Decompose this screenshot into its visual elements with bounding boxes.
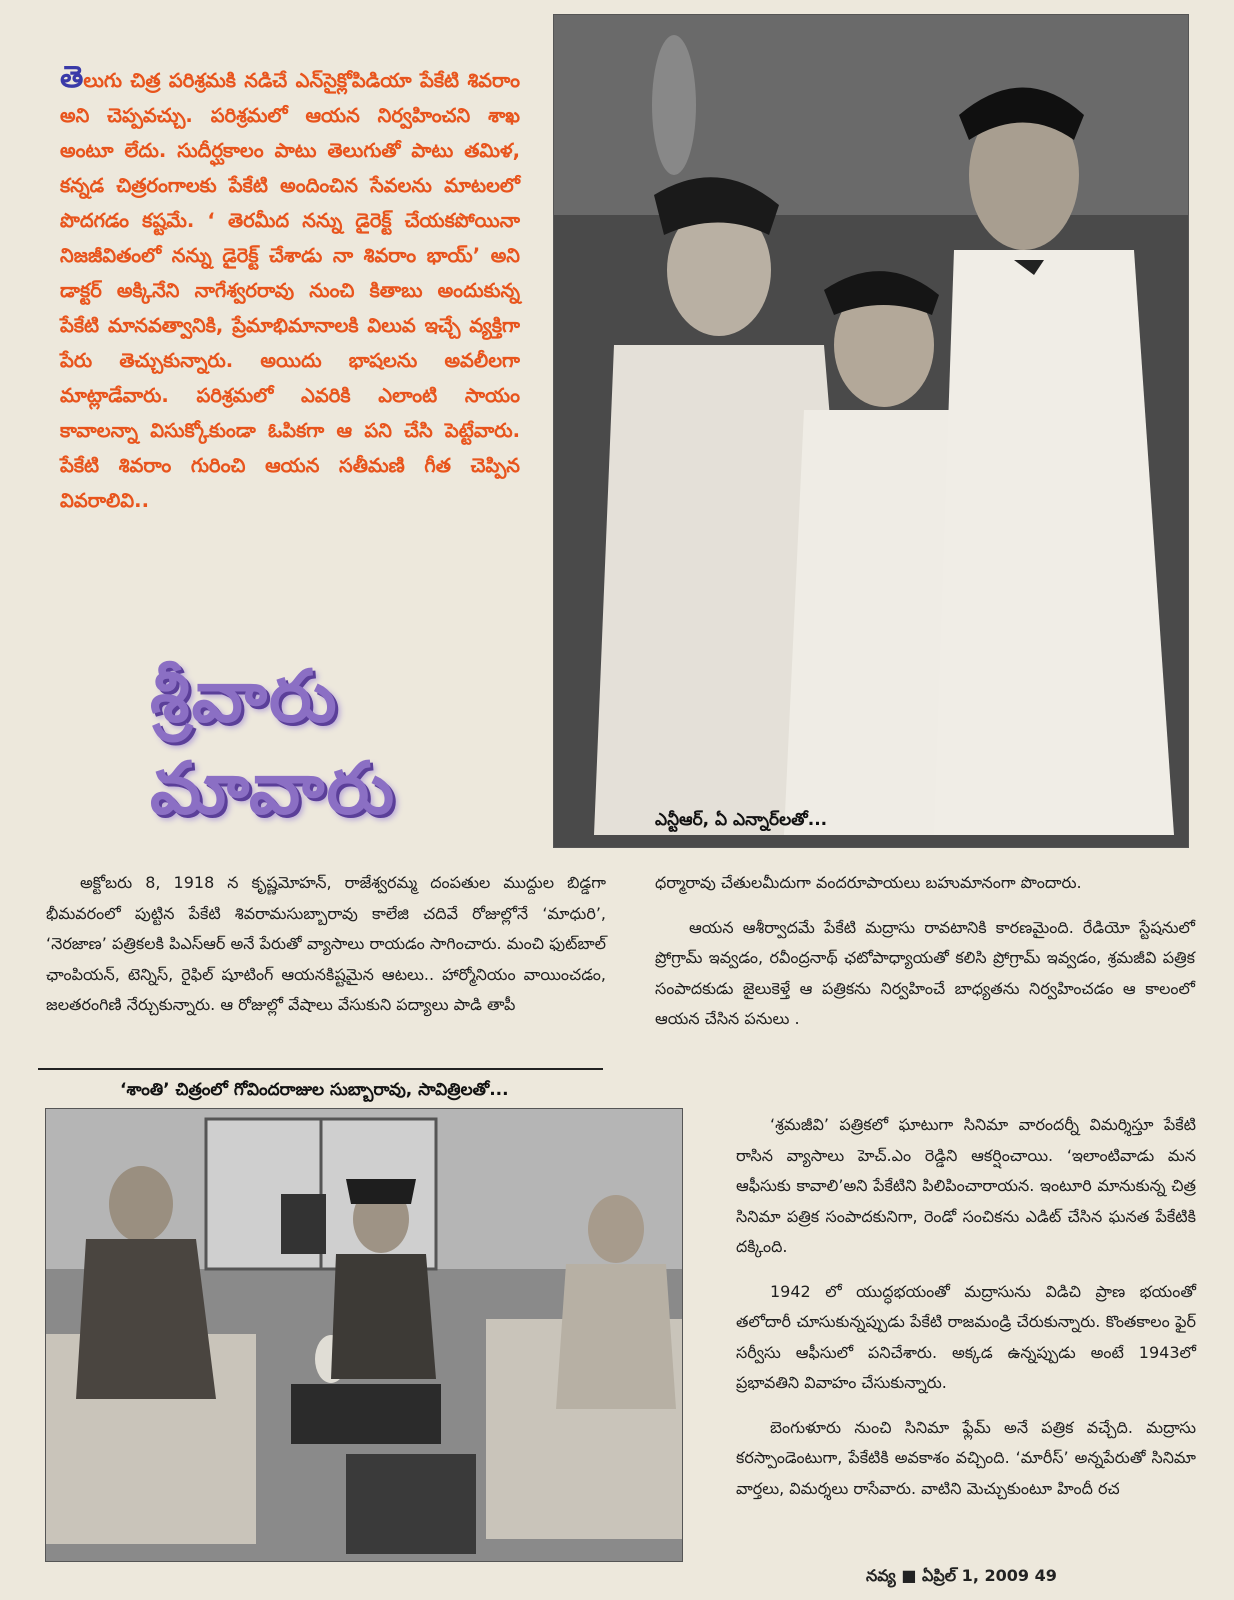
photo-figures: [554, 15, 1188, 847]
body-paragraph: ధర్మారావు చేతులమీదుగా వందరూపాయలు బహుమానంగా పొందారు.: [655, 873, 1082, 892]
caption-divider: [38, 1068, 603, 1070]
photo-ntr-anr: [553, 14, 1189, 848]
body-column-right-top: [655, 868, 1195, 1049]
photo-scene: [46, 1109, 682, 1561]
intro-paragraph: [60, 60, 520, 518]
body-column-left: [46, 868, 606, 1035]
page-footer: నవ్య ■ ఏప్రిల్ 1, 2009 49: [866, 1566, 1057, 1585]
article-title: [150, 650, 450, 834]
photo-bottom-caption: ‘శాంతి’ చిత్రంలో గోవిందరాజుల సుబ్బారావు, సావిత్రిలతో...: [120, 1080, 509, 1100]
body-paragraph: 1942 లో యుద్ధభయంతో మద్రాసును విడిచి ప్రాణ భయంతో తలోదారీ చూసుకున్నప్పుడు పేకేటి రాజమండ్రి చేరుకున్నారు. కొంతకాలం ఫైర్ సర్వీసు ఆఫీసులో పనిచేశారు. అక్కడ ఉన్నప్పుడు అంటే 1943లో ప్రభావతిని వివాహం చేసుకున్నారు.: [736, 1281, 1196, 1392]
title-line-1: శ్రీవారు: [150, 654, 339, 738]
photo-top-caption: ఎన్టీఆర్, ఏ ఎన్నార్‌లతో...: [655, 810, 828, 830]
body-paragraph: బెంగుళూరు నుంచి సినిమా ఫ్లేమ్ అనే పత్రిక వచ్చేది. మద్రాసు కరస్పాండెంటుగా, పేకేటికి అవకాశం వచ్చింది. ‘మారీస్’ అన్నపేరుతో సినిమా వార్తలు, విమర్శలు రాసేవారు. వాటిని మెచ్చుకుంటూ హిందీ రచ: [736, 1417, 1196, 1498]
body-column-right-bottom: [736, 1110, 1196, 1518]
body-paragraph: అక్టోబరు 8, 1918 న కృష్ణమోహన్, రాజేశ్వరమ్మ దంపతుల ముద్దుల బిడ్డగా భీమవరంలో పుట్టిన పేకేటి శివరామసుబ్బారావు కాలేజి చదివే రోజుల్లోనే ‘మాధురి’, ‘నెరజాణ’ పత్రికలకి పిఎస్‌ఆర్ అనే పేరుతో వ్యాసాలు రాయడం సాగించారు. మంచి ఫుట్‌బాల్ ఛాంపియన్, టెన్నిస్, రైఫిల్ షూటింగ్ ఆయనకిష్టమైన ఆటలు.. హార్మోనియం వాయించడం, జలతరంగిణి నేర్చుకున్నారు. ఆ రోజుల్లో వేషాలు వేసుకుని పద్యాలు పాడి తాపీ: [46, 873, 606, 1014]
photo-shanthi-still: [45, 1108, 683, 1562]
intro-text: లుగు చిత్ర పరిశ్రమకి నడిచే ఎన్‌సైక్లోపిడియా పేకేటి శివరాం అని చెప్పవచ్చు. పరిశ్రమలో ఆయన నిర్వహించని శాఖ అంటూ లేదు. సుదీర్ఘకాలం పాటు తెలుగుతో పాటు తమిళ, కన్నడ చిత్రరంగాలకు పేకేటి అందించిన సేవలను మాటలలో పొదగడం కష్టమే. ‘ తెరమీద నన్ను డైరెక్ట్ చేయకపోయినా నిజజీవితంలో నన్ను డైరెక్ట్ చేశాడు నా శివరాం భాయ్’ అని డాక్టర్ అక్కినేని నాగేశ్వరరావు నుంచి కితాబు అందుకున్న పేకేటి మానవత్వానికి, ప్రేమాభిమానాలకి విలువ ఇచ్చే వ్యక్తిగా పేరు తెచ్చుకున్నారు. అయిదు భాషలను అవలీలగా మాట్లాడేవారు. పరిశ్రమలో ఎవరికి ఎలాంటి సాయం కావాలన్నా విసుక్కోకుండా ఓపికగా ఆ పని చేసి పెట్టేవారు. పేకేటి శివరాం గురించి ఆయన సతీమణి గీత చెప్పిన వివరాలివి..: [60, 69, 520, 512]
drop-cap: తె: [60, 60, 84, 95]
body-paragraph: ‘శ్రమజీవి’ పత్రికలో ఘాటుగా సినిమా వారందర్నీ విమర్శిస్తూ పేకేటి రాసిన వ్యాసాలు హెచ్.ఎం రెడ్డిని ఆకర్షించాయి. ‘ఇలాంటివాడు మన ఆఫీసుకు కావాలి’అని పేకేటిని పిలిపించారాయన. ఇంటూరి మానుకున్న చిత్ర సినిమా పత్రిక సంపాదకునిగా, రెండో సంచికను ఎడిట్ చేసిన ఘనత పేకేటికి దక్కింది.: [736, 1115, 1196, 1256]
body-paragraph: ఆయన ఆశీర్వాదమే పేకేటి మద్రాసు రావటానికి కారణమైంది. రేడియో స్టేషనులో ప్రోగ్రామ్ ఇవ్వడం, రవీంద్రనాథ్ ఛటోపాధ్యాయతో కలిసి ప్రోగ్రామ్ ఇవ్వడం, శ్రమజీవి పత్రిక సంపాదకుడు జైలుకెళ్తే ఆ పత్రికను నిర్వహించే బాధ్యతను నిర్వహించడం ఆ కాలంలో ఆయన చేసిన పనులు .: [655, 917, 1195, 1028]
title-line-2: మావారు: [150, 746, 397, 830]
